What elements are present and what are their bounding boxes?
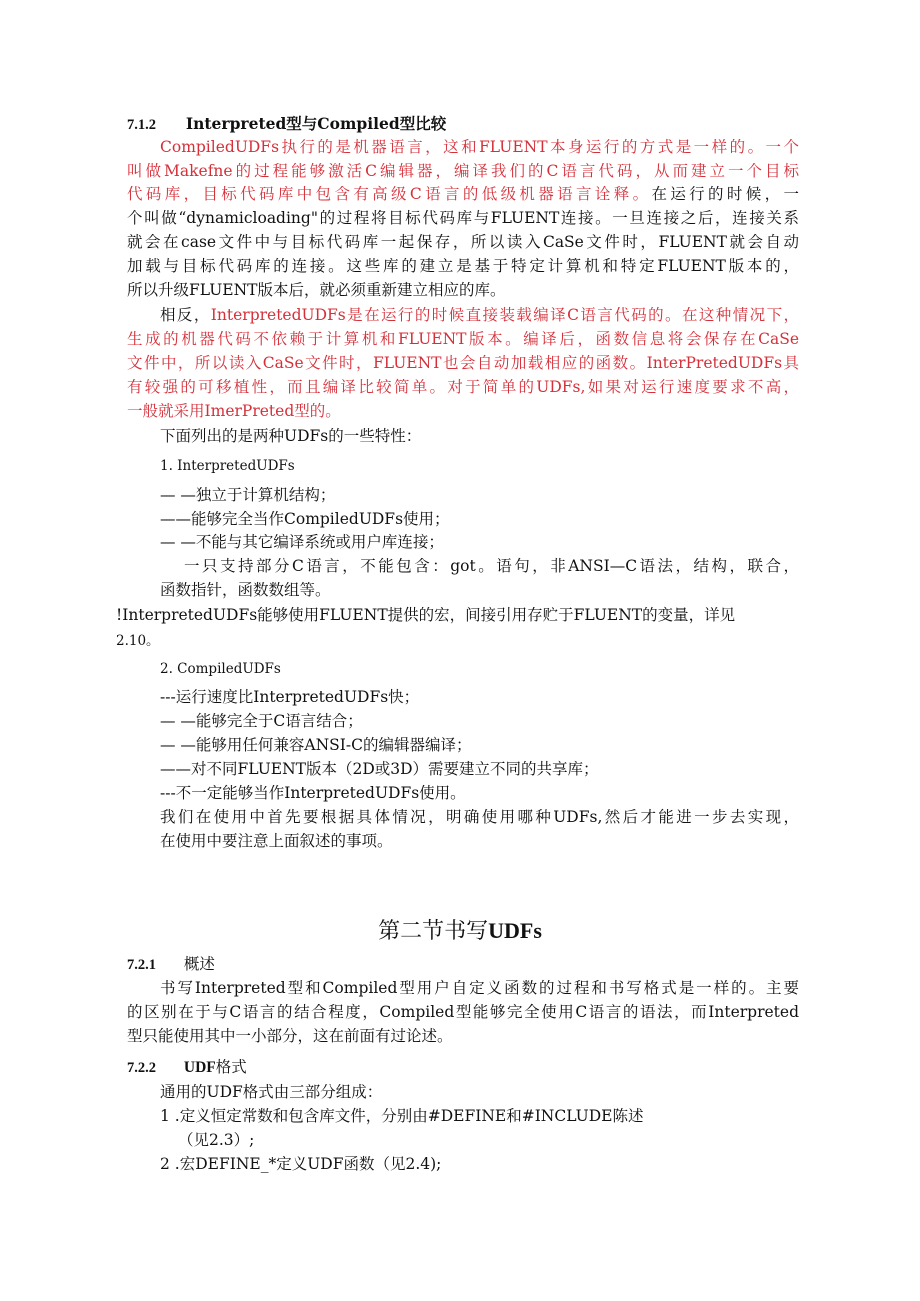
section-number: 7.1.2 (127, 117, 156, 133)
section-title-en: UDF (183, 1059, 216, 1076)
para2-line1-red: InterpretedUDFs是在运行的时候直接装载编译C语言代码的。在这种情况下， (210, 306, 799, 324)
para1-line3-red: 代码库，目标代码库中包含有高级C语言的低级机器语言诠释。 (127, 185, 652, 203)
closing-line2: 在使用中要注意上面叙述的事项。 (160, 832, 393, 850)
list1-note-line2: 函数指针，函数数组等。 (160, 581, 331, 599)
para2-line5: 一般就采用ImerPreted型的。 (127, 402, 341, 420)
list2-item4: ——对不同FLUENT版本（2D或3D）需要建立不同的共享库； (160, 760, 599, 778)
section-722-item1-line1: 1 .定义恒定常数和包含库文件，分别由#DEFINE和#INCLUDE陈述 (160, 1107, 644, 1125)
section-title-cn: 格式 (215, 1058, 247, 1076)
list2-item3: — —能够用任何兼容ANSI-C的编辑器编译； (160, 736, 472, 754)
list1-note-line1: 一只支持部分C语言，不能包含：got。语句，非ANSI—C语法，结构，联合， (184, 557, 799, 575)
section-721-line2: 的区别在于与C语言的结合程度，Compiled型能够完全使用C语言的语法，而Interpreted (127, 1003, 799, 1021)
list2-item2: — —能够完全于C语言结合； (160, 712, 363, 730)
para1-line2: 叫做Makefne的过程能够激活C编辑器，编译我们的C语言代码，从而建立一个目标 (127, 162, 799, 180)
para1-line3 (127, 183, 799, 205)
section-722-intro: 通用的UDF格式由三部分组成： (160, 1083, 383, 1101)
section-722-item1-line2: （见2.3）; (178, 1131, 255, 1149)
list2-item1: ---运行速度比InterpretedUDFs快； (160, 688, 420, 706)
section2-heading (0, 914, 920, 945)
list1-item2: ——能够完全当作CompiledUDFs使用； (160, 510, 450, 528)
para1-line4: 个叫做“dynamicloading"的过程将目标代码库与FLUENT连接。一旦连接之后，连接关系 (127, 209, 799, 227)
para2-line2: 生成的机器代码不依赖于计算机和FLUENT版本。编译后，函数信息将会保存在CaSe (127, 330, 799, 348)
list1-extra-line2: 2.10。 (116, 633, 160, 649)
para1-line6: 加载与目标代码库的连接。这些库的建立是基于特定计算机和特定FLUENT版本的， (127, 257, 799, 275)
para1-line5: 就会在case文件中与目标代码库一起保存，所以读入CaSe文件时，FLUENT就会自动 (127, 233, 799, 251)
section-heading-7-2-1 (127, 953, 215, 976)
section-number: 7.2.2 (127, 1060, 156, 1076)
section-title: 概述 (183, 955, 215, 973)
para1-line3-black: 在运行的时候，一 (651, 185, 799, 203)
para1-line7: 所以升级FLUENT版本后，就必须重新建立相应的库。 (127, 281, 506, 299)
list1-item3: — —不能与其它编译系统或用户库连接； (160, 533, 444, 551)
para1-line1: CompiledUDFs执行的是机器语言，这和FLUENT本身运行的方式是一样的。一个 (160, 138, 799, 156)
para2-lead: 相反， (160, 306, 211, 324)
section-number: 7.2.1 (127, 957, 156, 973)
section-title: Interpreted型与Compiled型比较 (185, 114, 447, 133)
section-721-line1: 书写Interpreted型和Compiled型用户自定义函数的过程和书写格式是一样的。主要 (160, 979, 799, 997)
para2-line1 (160, 304, 799, 326)
para2-line3: 文件中，所以读入CaSe文件时，FLUENT也会自动加载相应的函数。InterPretedUDFs具 (127, 354, 799, 372)
list1-item1: — —独立于计算机结构； (160, 486, 336, 504)
closing-line1: 我们在使用中首先要根据具体情况，明确使用哪种UDFs,然后才能进一步去实现， (160, 808, 799, 826)
section-721-line3: 型只能使用其中一小部分，这在前面有过论述。 (127, 1027, 453, 1045)
para2-line4: 有较强的可移植性，而且编译比较简单。对于简单的UDFs,如果对运行速度要求不高， (127, 378, 799, 396)
section-heading-7-1-2 (127, 113, 446, 136)
list1-extra-line1: !InterpretedUDFs能够使用FLUENT提供的宏，间接引用存贮于FLUENT的变量，详见 (116, 606, 736, 624)
list2-item5: ---不一定能够当作InterpretedUDFs使用。 (160, 784, 466, 802)
section-722-item2: 2 .宏DEFINE_*定义UDF函数（见2.4); (160, 1155, 442, 1173)
features-intro: 下面列出的是两种UDFs的一些特性： (160, 427, 422, 445)
section2-heading-en: UDFs (488, 918, 542, 943)
list2-title: 2. CompiledUDFs (160, 661, 281, 677)
section-heading-7-2-2 (127, 1056, 247, 1079)
list1-title: 1. InterpretedUDFs (160, 458, 295, 474)
section2-heading-cn: 第二节书写 (378, 919, 489, 944)
